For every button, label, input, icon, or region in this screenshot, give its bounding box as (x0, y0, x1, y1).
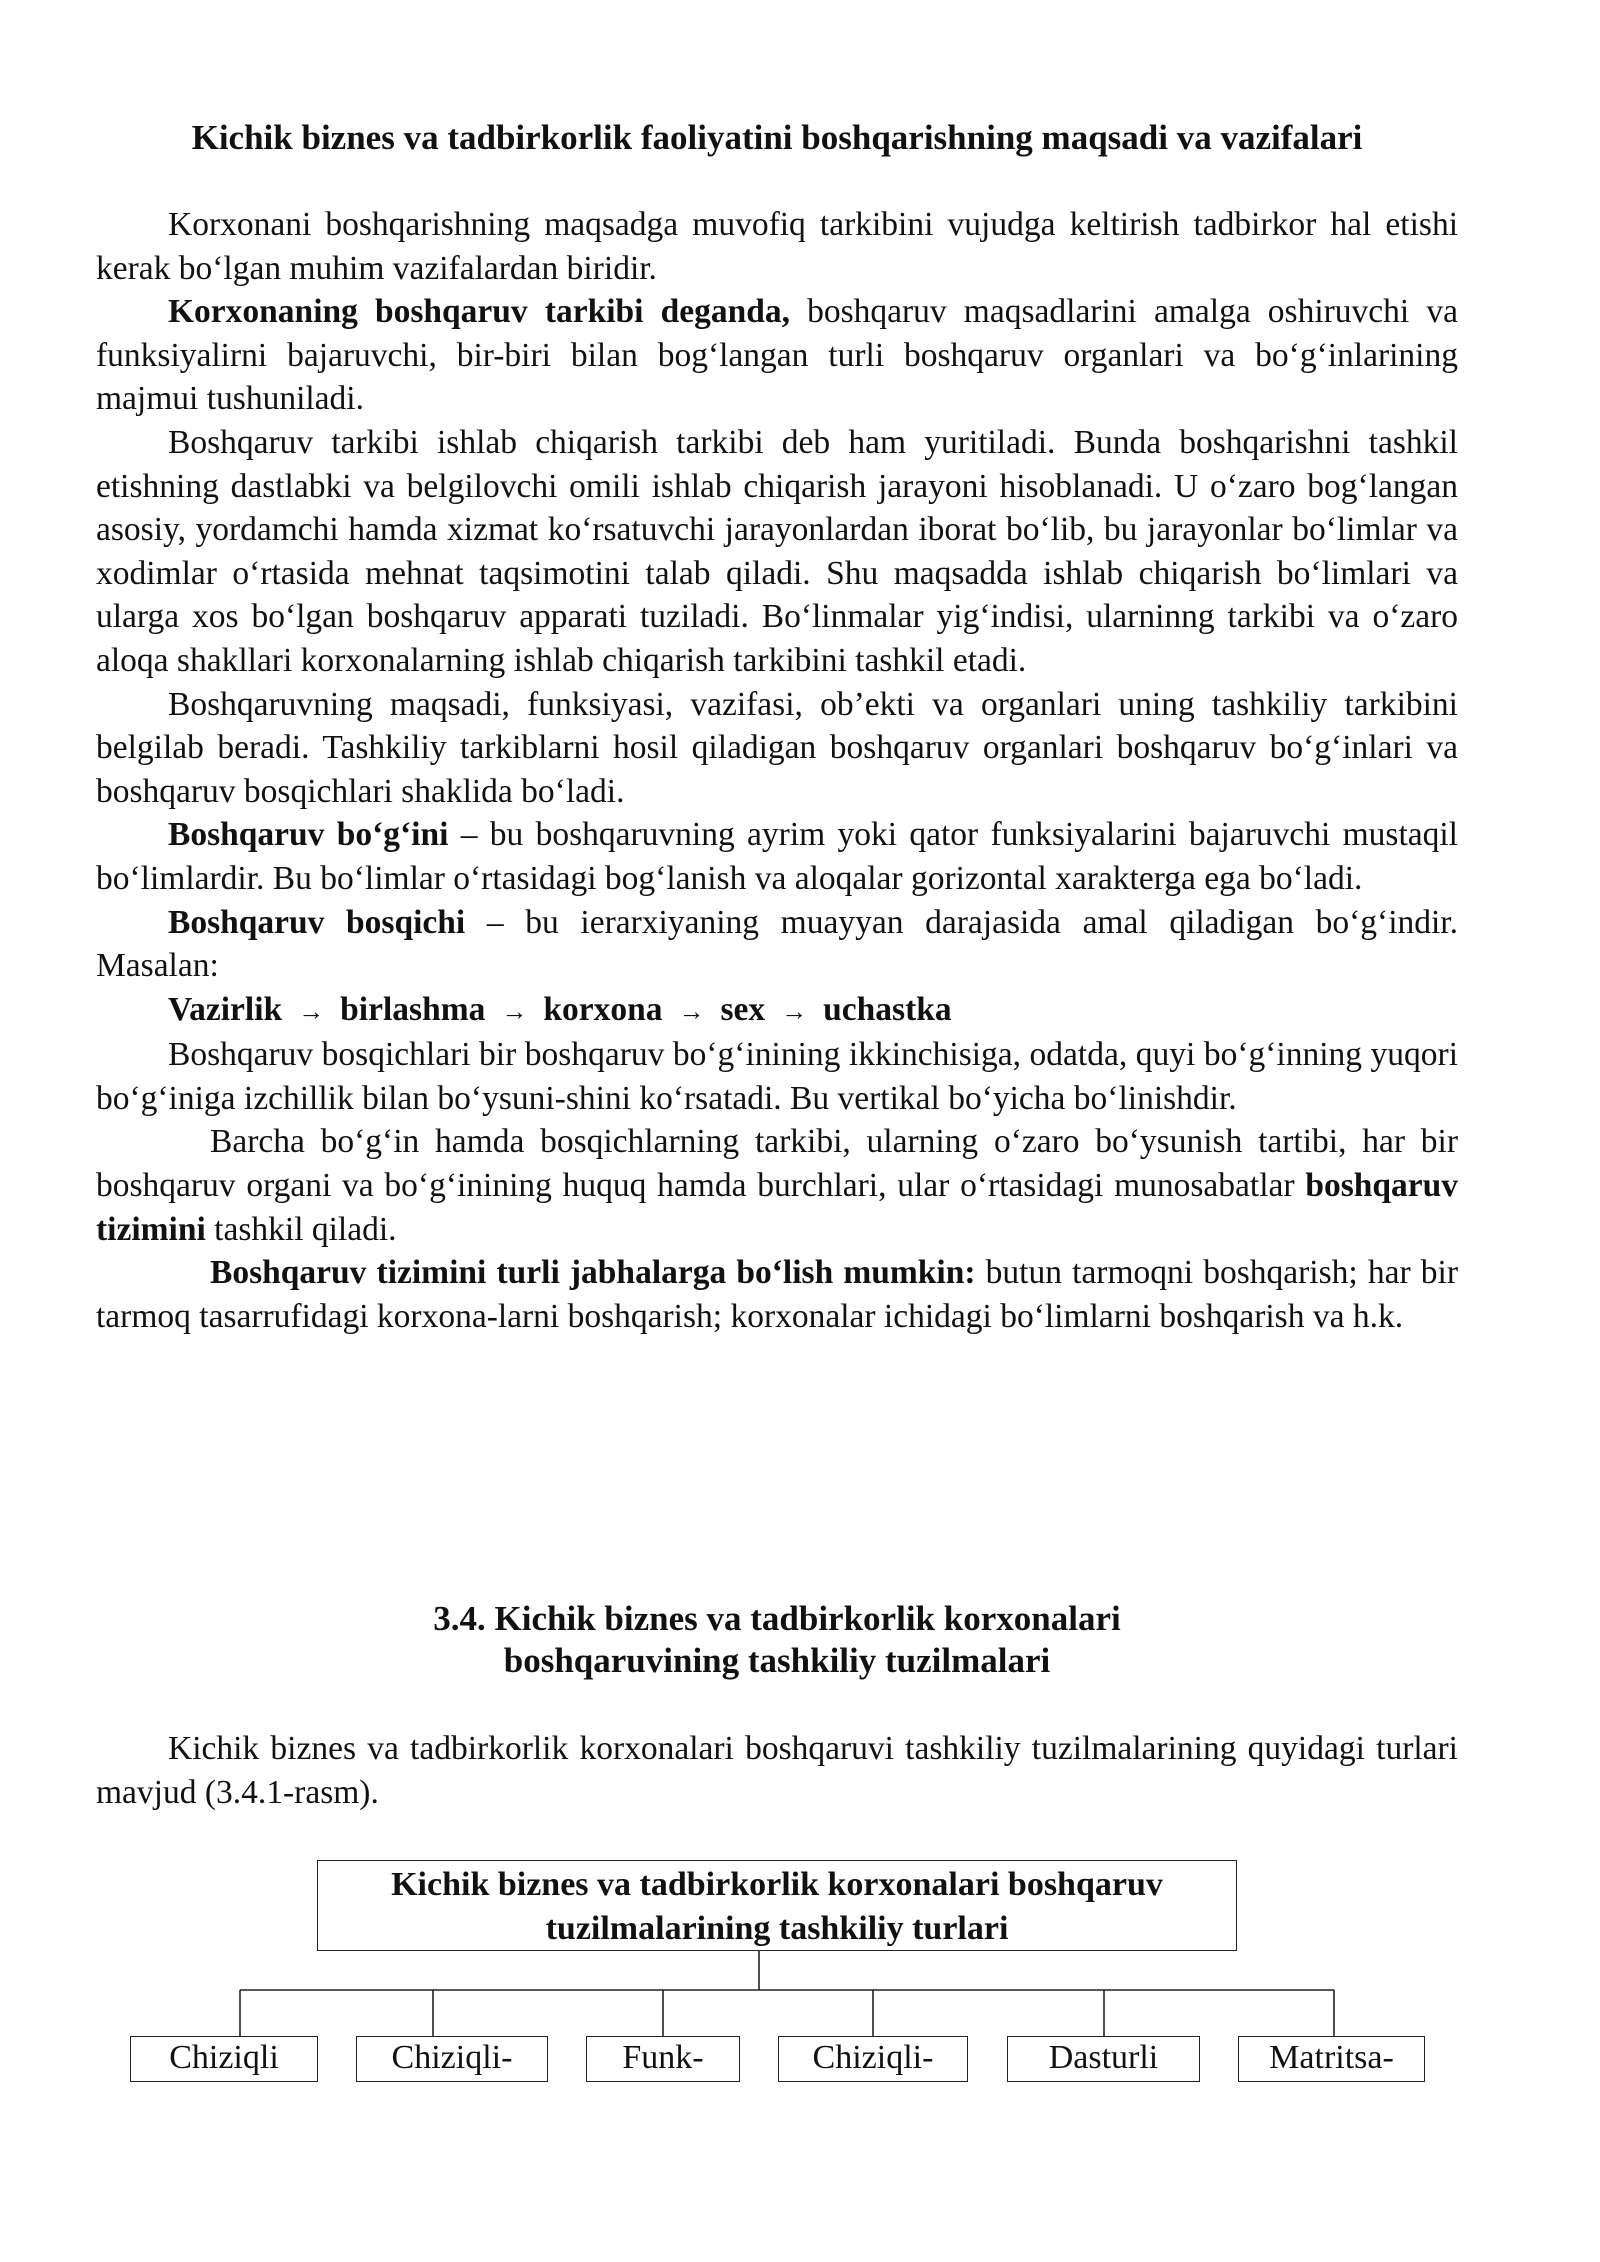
paragraph-9 (96, 1251, 1458, 1338)
arrow-right-icon: → (501, 996, 528, 1026)
body-text (96, 203, 1458, 1338)
arrow-right-icon: → (781, 996, 808, 1026)
diagram-child-chiziqli-shtab: Chiziqli- (356, 2036, 548, 2082)
chain-item-sex: sex (720, 990, 766, 1028)
paragraph-8-text: Barcha bo‘g‘in hamda bosqichlarning tarkibi, ularning o‘zaro bo‘ysunish tartibi, har bir boshqaruv organi va bo‘g‘inining huquq hamda burchlari, ular o‘rtasidagi munosabatlar (96, 1123, 1458, 1205)
section-heading-line-2: boshqaruvining tashkiliy tuzilmalari (503, 1641, 1051, 1680)
paragraph-10: Kichik biznes va tadbirkorlik korxonalari boshqaruvi tashkiliy tuzilmalarining quyidagi turlari mavjud (3.4.1-rasm). (96, 1730, 1458, 1811)
paragraph-1: Korxonani boshqarishning maqsadga muvofiq tarkibini vujudga keltirish tadbirkor hal etishi kerak bo‘lgan muhim vazifalardan biridir. (96, 206, 1458, 287)
paragraph-4: Boshqaruvning maqsadi, funksiyasi, vazifasi, ob’ekti va organlari uning tashkiliy tarkibini belgilab beradi. Tashkiliy tarkiblarni hosil qiladigan boshqaruv organlari boshqaruv bo‘g‘inlari va boshqaruv bosqichlari shaklida bo‘ladi. (96, 685, 1458, 810)
paragraph-8-tail: tashkil qiladi. (205, 1210, 397, 1248)
paragraph-5-text: – bu boshqaruvning ayrim yoki qator funksiyalarini bajaruvchi mustaqil bo‘limlardir. Bu bo‘limlar o‘rtasidagi bog‘lanish va aloqalar gorizontal xarakterga ega bo‘ladi. (96, 816, 1458, 897)
diagram-root-box (317, 1860, 1237, 1951)
diagram-child-matritsali: Matritsa- (1238, 2036, 1425, 2082)
term-boshqaruv-tarkibi: Korxonaning boshqaruv tarkibi deganda, (168, 293, 790, 331)
arrow-right-icon: → (298, 996, 325, 1026)
page-title: Kichik biznes va tadbirkorlik faoliyatini boshqarishning maqsadi va vazifalari (191, 118, 1363, 157)
diagram-root-line-1: Kichik biznes va tadbirkorlik korxonalari boshqaruv (391, 1866, 1163, 1903)
paragraph-2 (96, 290, 1458, 421)
section-heading (96, 1598, 1458, 1682)
paragraph-6 (96, 901, 1458, 988)
paragraph-7: Boshqaruv bosqichlari bir boshqaruv bo‘g‘inining ikkinchisiga, odatda, quyi bo‘g‘inning yuqori bo‘g‘iniga izchillik bilan bo‘ysuni-shini ko‘rsatadi. Bu vertikal bo‘yicha bo‘linishdir. (96, 1036, 1458, 1117)
paragraph-6-text: – bu ierarxiyaning muayyan darajasida amal qiladigan bo‘g‘indir. Masalan: (96, 903, 1458, 985)
paragraph-2-text: boshqaruv maqsadlarini amalga oshiruvchi va funksiyalirni bajaruvchi, bir-biri bilan bog‘langan turli boshqaruv organlari va bo‘g‘inlarining majmui tushuniladi. (96, 293, 1458, 418)
section-heading-line-1: 3.4. Kichik biznes va tadbirkorlik korxonalari (433, 1599, 1121, 1638)
diagram-child-funksional: Funk- (586, 2036, 740, 2082)
diagram-child-chiziqli: Chiziqli (130, 2036, 318, 2082)
term-boshqaruv-tizimi: boshqaruv tizimini (96, 1167, 1458, 1248)
diagram-child-chiziqli-funksional: Chiziqli- (778, 2036, 968, 2082)
paragraph-8 (96, 1120, 1458, 1251)
term-tizim-jabhalari: Boshqaruv tizimini turli jabhalarga bo‘lish mumkin: (210, 1254, 976, 1292)
hierarchy-chain (96, 988, 1458, 1034)
paragraph-5 (96, 813, 1458, 900)
term-boshqaruv-bosqichi: Boshqaruv bosqichi (168, 903, 466, 941)
term-boshqaruv-bogini: Boshqaruv bo‘g‘ini (168, 816, 449, 854)
chain-item-vazirlik: Vazirlik (168, 990, 283, 1028)
paragraph-9-text: butun tarmoqni boshqarish; har bir tarmoq tasarrufidagi korxona-larni boshqarish; korxonalar ichidagi bo‘limlarni boshqarish va h.k. (96, 1254, 1458, 1335)
chain-item-birlashma: birlashma (340, 990, 486, 1028)
body-text-2 (96, 1727, 1458, 1814)
arrow-right-icon: → (678, 996, 705, 1026)
chain-item-korxona: korxona (543, 990, 663, 1028)
paragraph-3: Boshqaruv tarkibi ishlab chiqarish tarkibi deb ham yuritiladi. Bunda boshqarishni tashkil etishning dastlabki va belgilovchi omili ishlab chiqarish jarayoni hisoblanadi. U o‘zaro bog‘langan asosiy, yordamchi hamda xizmat ko‘rsatuvchi jarayonlardan iborat bo‘lib, bu jarayonlar bo‘limlar va xodimlar o‘rtasida mehnat taqsimotini talab qiladi. Shu maqsadda ishlab chiqarish bo‘limlari va ularga xos bo‘lgan boshqaruv apparati tuziladi. Bo‘linmalar yig‘indisi, ularninng tarkibi va o‘zaro aloqa shakllari korxonalarning ishlab chiqarish tarkibini tashkil etadi. (96, 423, 1458, 679)
diagram-child-dasturli: Dasturli (1007, 2036, 1200, 2082)
diagram-root-line-2: tuzilmalarining tashkiliy turlari (545, 1910, 1009, 1947)
chain-item-uchastka: uchastka (823, 990, 952, 1028)
